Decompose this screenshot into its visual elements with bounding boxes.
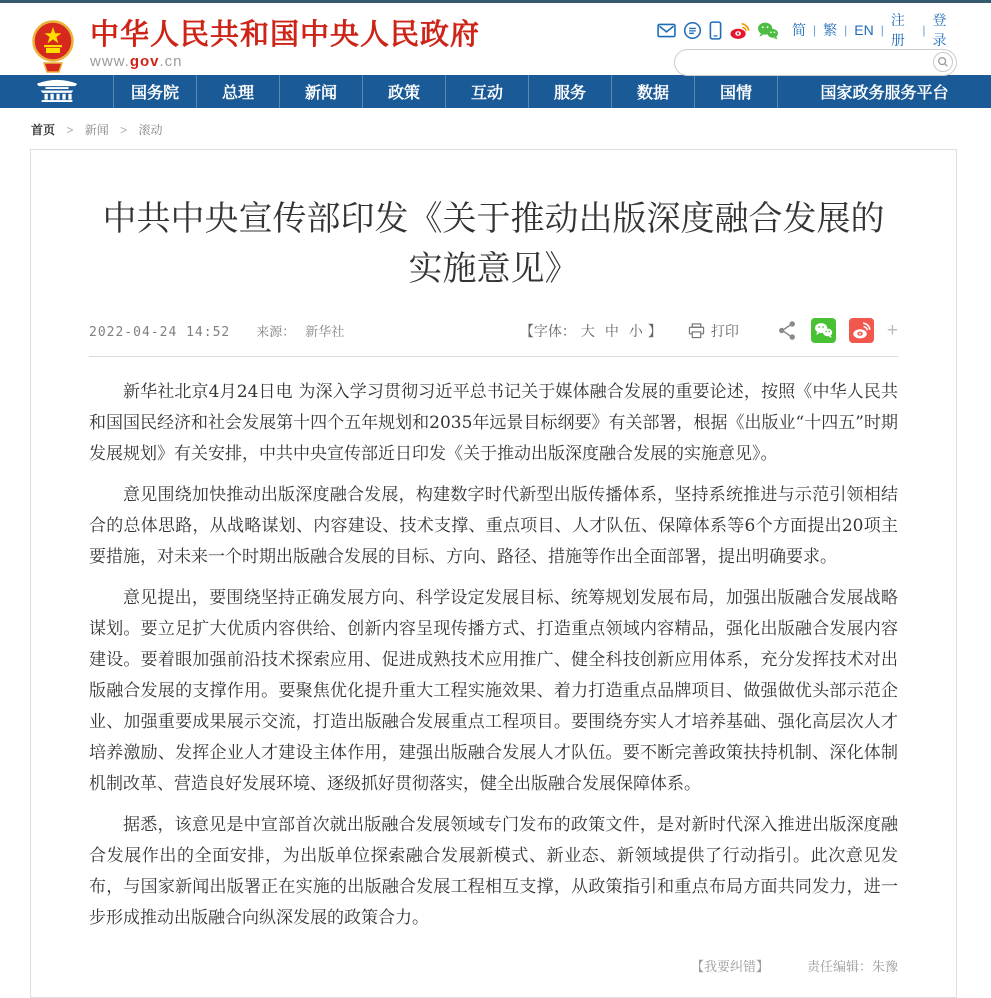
breadcrumb-news[interactable]: 新闻 (84, 123, 109, 137)
print-button[interactable] (688, 321, 739, 341)
link-separator: | (844, 23, 848, 37)
quick-links-row (657, 12, 957, 48)
article-paragraph: 意见围绕加快推动出版深度融合发展，构建数字时代新型出版传播体系，坚持系统推进与示范引领相结合的总体思路，从战略谋划、内容建设、技术支撑、重点项目、人才队伍、保障体系等6个方面提出20项主要措施，对未来一个时期出版融合发展的目标、方向、路径、措施等作出全面部署，提出明确要求。 (89, 485, 898, 567)
error-correction-link[interactable]: 【我要纠错】 (690, 959, 769, 974)
nav-item-services[interactable]: 服务 (528, 75, 611, 108)
wechat-share-button[interactable] (811, 318, 836, 343)
forum-circle-icon[interactable] (683, 21, 702, 40)
nav-item-interaction[interactable]: 互动 (445, 75, 528, 108)
article-container (30, 149, 957, 998)
font-size-medium-button[interactable]: 中 (604, 322, 619, 339)
font-tool-prefix: 【字体： (519, 322, 576, 339)
breadcrumb-separator: > (66, 123, 74, 137)
wechat-icon[interactable] (757, 21, 779, 40)
article-tools (520, 318, 898, 343)
breadcrumb-separator: > (120, 123, 128, 137)
editor-name: 朱豫 (871, 959, 898, 974)
site-url-cn: .cn (159, 53, 183, 70)
mail-icon[interactable] (657, 23, 676, 38)
national-emblem-icon (32, 19, 74, 80)
article-paragraph: 意见提出，要围绕坚持正确发展方向、科学设定发展目标、统筹规划发展布局，加强出版融合发展战略谋划。要立足扩大优质内容供给、创新内容呈现传播方式、打造重点领域内容精品，强化出版融合发展内容建设。要着眼加强前沿技术探索应用、促进成熟技术应用推广、健全科技创新应用体系，充分发挥技术对出版融合发展的支撑作用。要聚焦优化提升重大工程实施效果、着力打造重点品牌项目、做强做优头部示范企业、加强重要成果展示交流，打造出版融合发展重点工程项目。要围绕夯实人才培养基础、强化高层次人才培养激励、发挥企业人才建设主体作用，建强出版融合发展人才队伍。要不断完善政策扶持机制、深化体制机制改革、营造良好发展环境、逐级抓好贯彻落实，健全出版融合发展保障体系。 (89, 588, 898, 794)
nav-item-data[interactable]: 数据 (611, 75, 694, 108)
editor-label: 责任编辑： (806, 959, 872, 974)
publish-date: 2022-04-24 14:52 (89, 325, 231, 340)
font-tool-suffix: 】 (647, 322, 662, 339)
nav-item-state-council[interactable]: 国务院 (113, 75, 196, 108)
nav-item-news[interactable]: 新闻 (279, 75, 362, 108)
font-size-tool (520, 321, 662, 341)
lang-links (792, 10, 957, 50)
link-register[interactable]: 注册 (890, 12, 905, 48)
site-url-www: www. (90, 53, 130, 70)
search-input[interactable] (687, 52, 917, 73)
search-button[interactable] (933, 52, 953, 72)
weibo-share-button[interactable] (849, 318, 874, 343)
nav-item-gov-service-platform[interactable]: 国家政务服务平台 (777, 75, 991, 108)
link-traditional[interactable]: 繁 (823, 22, 838, 38)
editor-info (807, 956, 898, 975)
weibo-icon[interactable] (729, 21, 750, 40)
nav-item-premier[interactable]: 总理 (196, 75, 279, 108)
nav-item-policy[interactable]: 政策 (362, 75, 445, 108)
tiananmen-icon (32, 77, 82, 107)
site-url (90, 53, 480, 70)
article-body (89, 357, 898, 934)
link-login[interactable]: 登录 (932, 12, 947, 48)
source-value[interactable]: 新华社 (305, 324, 345, 339)
mobile-icon[interactable] (709, 21, 722, 40)
share-more-button[interactable]: + (886, 320, 898, 341)
link-separator: | (880, 23, 884, 37)
share-row (777, 318, 898, 343)
site-title-block (90, 19, 480, 70)
link-separator: | (922, 23, 926, 37)
article-meta-row (89, 318, 898, 356)
site-title: 中华人民共和国中央人民政府 (90, 19, 481, 51)
font-size-large-button[interactable]: 大 (580, 322, 595, 339)
site-url-gov: gov (129, 53, 160, 70)
page-title: 中共中央宣传部印发《关于推动出版深度融合发展的实施意见》 (102, 200, 885, 288)
header-right (657, 12, 957, 76)
site-logo[interactable] (32, 19, 480, 80)
print-label: 打印 (710, 322, 739, 339)
article-paragraph: 据悉，该意见是中宣部首次就出版融合发展领域专门发布的政策文件，是对新时代深入推进出版深度融合发展作出的全面安排，为出版单位探索融合发展新模式、新业态、新领域提供了行动指引。此次意见发布，与国家新闻出版署正在实施的出版融合发展工程相互支撑，从政策指引和重点布局方面共同发力，进一步形成推动出版融合向纵深发展的政策合力。 (89, 815, 898, 928)
article-paragraph: 新华社北京4月24日电 为深入学习贯彻习近平总书记关于媒体融合发展的重要论述，按照《中华人民共和国国民经济和社会发展第十四个五年规划和2035年远景目标纲要》有关部署，根据《出版业“十四五”时期发展规划》有关安排，中共中央宣传部近日印发《关于推动出版深度融合发展的实施意见》。 (89, 382, 898, 464)
share-icon[interactable] (777, 320, 798, 341)
article-meta (89, 321, 344, 340)
font-size-small-button[interactable]: 小 (628, 322, 643, 339)
breadcrumb-home[interactable]: 首页 (31, 123, 56, 137)
link-separator: | (813, 23, 817, 37)
nav-item-national-conditions[interactable]: 国情 (694, 75, 777, 108)
breadcrumb-rolling[interactable]: 滚动 (138, 123, 163, 137)
search-box (674, 49, 957, 76)
link-simplified[interactable]: 简 (792, 22, 806, 38)
site-header (0, 3, 991, 75)
link-english[interactable]: EN (854, 22, 874, 38)
breadcrumb (31, 121, 991, 138)
source-label: 来源： (256, 324, 296, 339)
article-footer (89, 956, 898, 983)
